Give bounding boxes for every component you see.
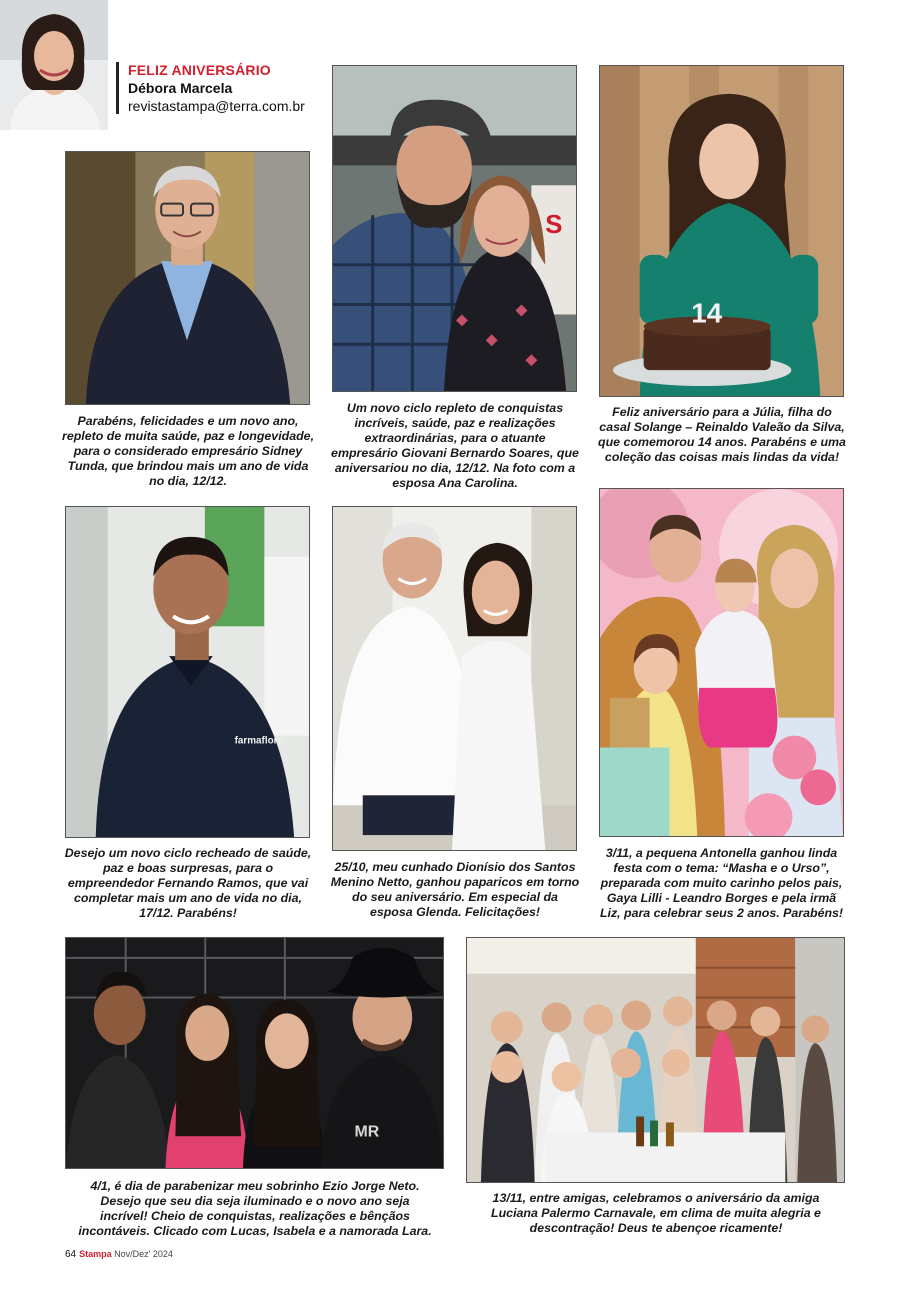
caption-dionisio-glenda: 25/10, meu cunhado Dionísio dos Santos Menino Netto, ganhou paparicos em torno do seu aniversário. Em especial da esposa Glenda. Felicitações! (330, 860, 580, 919)
author-name: Débora Marcela (128, 80, 233, 96)
caption-ezio-jorge-neto: 4/1, é dia de parabenizar meu sobrinho Ezio Jorge Neto. Desejo que seu dia seja iluminado e o novo ano seja incrível! Cheio de conquistas, realizações e bênçãos incontáveis. Clicado com Lucas, Isabela e a namorada Lara. (78, 1179, 432, 1238)
page-footer (65, 1249, 173, 1260)
caption-julia: Feliz aniversário para a Júlia, filha do casal Solange – Reinaldo Valeão da Silva, que comemorou 14 anos. Parabéns e uma coleção das coisas mais lindas da vida! (598, 405, 846, 464)
caption-fernando-ramos: Desejo um novo ciclo recheado de saúde, paz e boas surpresas, para o empreendedor Fernando Ramos, que vai completar mais um ano de vida no dia, 17/12. Parabéns! (64, 846, 312, 920)
photo-luciana-palermo-carnavale (466, 937, 845, 1183)
photo-ezio-jorge-neto (65, 937, 444, 1169)
caption-giovani-ana-carolina: Um novo ciclo repleto de conquistas incríveis, saúde, paz e realizações extraordinárias, para o atuante empresário Giovani Bernardo Soares, que aniversariou no dia, 12/12. Na foto com a esposa Ana Carolina. (331, 401, 579, 490)
magazine-name: Stampa (79, 1249, 112, 1259)
photo-sidney-tunda (65, 151, 310, 405)
photo-julia (599, 65, 844, 397)
candle-number: 14 (691, 297, 723, 329)
author-portrait (0, 0, 108, 130)
issue-date: Nov/Dez' 2024 (114, 1249, 173, 1259)
photo-dionisio-glenda (332, 506, 577, 851)
svg-text:S: S (545, 210, 563, 239)
header-divider (116, 62, 119, 114)
caption-antonella: 3/11, a pequena Antonella ganhou linda festa com o tema: “Masha e o Urso”, preparada com muito carinho pelos pais, Gaya Lilli - Leandro Borges e pela irmã Liz, para celebrar seus 2 anos. Parabéns! (599, 846, 844, 920)
photo-fernando-ramos (65, 506, 310, 838)
photo-giovani-ana-carolina (332, 65, 577, 392)
svg-text:MR: MR (354, 1123, 380, 1141)
section-title: FELIZ ANIVERSÁRIO (128, 62, 271, 78)
caption-luciana-palermo-carnavale: 13/11, entre amigas, celebramos o aniversário da amiga Luciana Palermo Carnavale, em clima de muita alegria e descontração! Deus te abençoe ricamente! (491, 1191, 821, 1235)
caption-sidney-tunda: Parabéns, felicidades e um novo ano, repleto de muita saúde, paz e longevidade, para o considerado empresário Sidney Tunda, que brindou mais um ano de vida no dia, 12/12. (62, 414, 315, 488)
shirt-logo: farmafloro (234, 735, 284, 747)
photo-antonella (599, 488, 844, 837)
page-number: 64 (65, 1249, 77, 1260)
author-email[interactable]: revistastampa@terra.com.br (128, 98, 305, 114)
